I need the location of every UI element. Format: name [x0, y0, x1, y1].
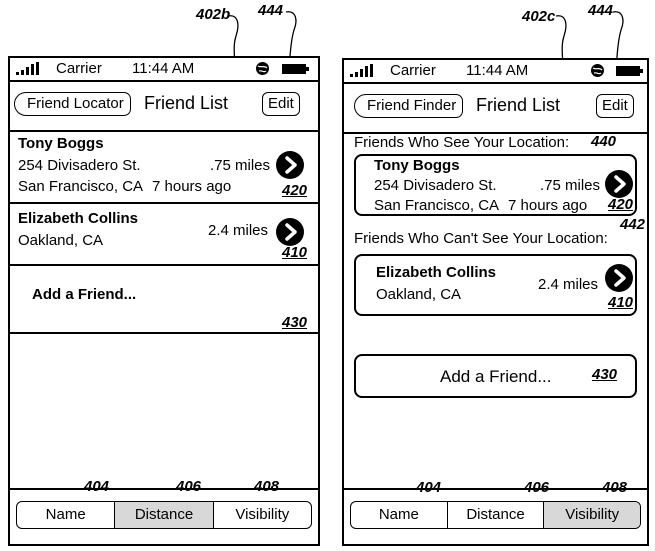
add-friend-row[interactable] — [10, 266, 318, 334]
back-button[interactable]: Friend Finder — [354, 94, 463, 118]
signal-bars-icon — [16, 62, 44, 76]
ref-408-right: 408 — [602, 479, 628, 496]
friend-card-tony[interactable] — [354, 154, 637, 216]
ref-430: 430 — [282, 314, 308, 331]
tab-name[interactable]: Name — [17, 502, 115, 528]
friend-city: Oakland, CA — [376, 286, 462, 303]
phone-screen-right — [342, 58, 649, 546]
sort-segmented-control — [16, 501, 312, 529]
globe-icon — [255, 61, 270, 76]
friend-time-ago: 7 hours ago — [152, 178, 232, 195]
globe-icon — [590, 63, 605, 78]
friend-time-ago: 7 hours ago — [508, 197, 588, 214]
back-button[interactable]: Friend Locator — [14, 92, 131, 116]
friend-address: 254 Divisadero St. — [374, 177, 497, 194]
tab-distance[interactable]: Distance — [448, 502, 545, 528]
carrier-label: Carrier — [390, 62, 436, 79]
ref-404-right: 404 — [416, 479, 442, 496]
section-header-see-location: Friends Who See Your Location: — [354, 134, 570, 151]
carrier-label: Carrier — [56, 60, 102, 77]
friend-city: San Francisco, CA — [18, 178, 144, 195]
edit-button[interactable]: Edit — [262, 92, 300, 116]
friend-card-elizabeth[interactable] — [354, 254, 637, 316]
friend-distance: .75 miles — [210, 157, 271, 174]
ref-420: 420 — [282, 182, 308, 199]
battery-icon — [616, 65, 644, 77]
friend-distance: 2.4 miles — [208, 222, 269, 239]
friend-row-tony[interactable] — [10, 132, 318, 204]
ref-444-left: 444 — [258, 2, 284, 19]
edit-button[interactable]: Edit — [596, 94, 634, 118]
ref-442: 442 — [620, 216, 646, 233]
add-friend-label: Add a Friend... — [32, 286, 137, 303]
status-bar — [344, 60, 647, 84]
phone-screen-left — [8, 56, 320, 546]
chevron-right-icon[interactable] — [276, 218, 304, 246]
status-time: 11:44 AM — [466, 62, 529, 79]
tab-bar — [10, 488, 318, 544]
tab-visibility[interactable]: Visibility — [235, 506, 290, 523]
status-bar — [10, 58, 318, 82]
ref-406-right: 406 — [524, 479, 550, 496]
ref-410: 410 — [608, 294, 634, 311]
friend-city: San Francisco, CA — [374, 197, 500, 214]
friend-name: Elizabeth Collins — [18, 210, 139, 227]
ref-402c: 402c — [522, 8, 556, 25]
tab-visibility[interactable]: Visibility — [544, 502, 640, 528]
ref-410: 410 — [282, 244, 308, 261]
section-header-cant-see-location: Friends Who Can't See Your Location: — [354, 230, 608, 247]
chevron-right-icon[interactable] — [605, 170, 633, 198]
sort-segmented-control — [350, 501, 641, 529]
friend-name: Tony Boggs — [18, 135, 104, 152]
ref-444-right: 444 — [588, 2, 614, 19]
friend-address: 254 Divisadero St. — [18, 157, 141, 174]
status-time: 11:44 AM — [132, 60, 195, 77]
ref-402b: 402b — [196, 6, 231, 23]
ref-430: 430 — [592, 366, 618, 383]
signal-bars-icon — [350, 64, 378, 78]
ref-420: 420 — [608, 196, 634, 213]
battery-icon — [282, 63, 310, 75]
add-friend-label: Add a Friend... — [440, 367, 552, 386]
page-title: Friend List — [476, 95, 561, 115]
friend-name: Elizabeth Collins — [376, 264, 497, 281]
tab-bar — [344, 488, 647, 544]
navigation-bar — [344, 82, 647, 134]
tab-name[interactable]: Name — [351, 502, 448, 528]
friend-city: Oakland, CA — [18, 232, 104, 249]
friend-distance: 2.4 miles — [538, 276, 599, 293]
navigation-bar — [10, 80, 318, 132]
friend-distance: .75 miles — [540, 177, 601, 194]
tab-distance[interactable]: Distance — [115, 502, 213, 528]
page-title: Friend List — [144, 93, 229, 113]
ref-440: 440 — [591, 133, 617, 150]
ref-408-left: 408 — [254, 478, 280, 495]
chevron-right-icon[interactable] — [605, 264, 633, 292]
add-friend-button[interactable] — [354, 354, 637, 398]
chevron-right-icon[interactable] — [276, 151, 304, 179]
ref-406-left: 406 — [176, 478, 202, 495]
ref-404-left: 404 — [84, 478, 110, 495]
friend-name: Tony Boggs — [374, 157, 460, 174]
friend-row-elizabeth[interactable] — [10, 204, 318, 266]
